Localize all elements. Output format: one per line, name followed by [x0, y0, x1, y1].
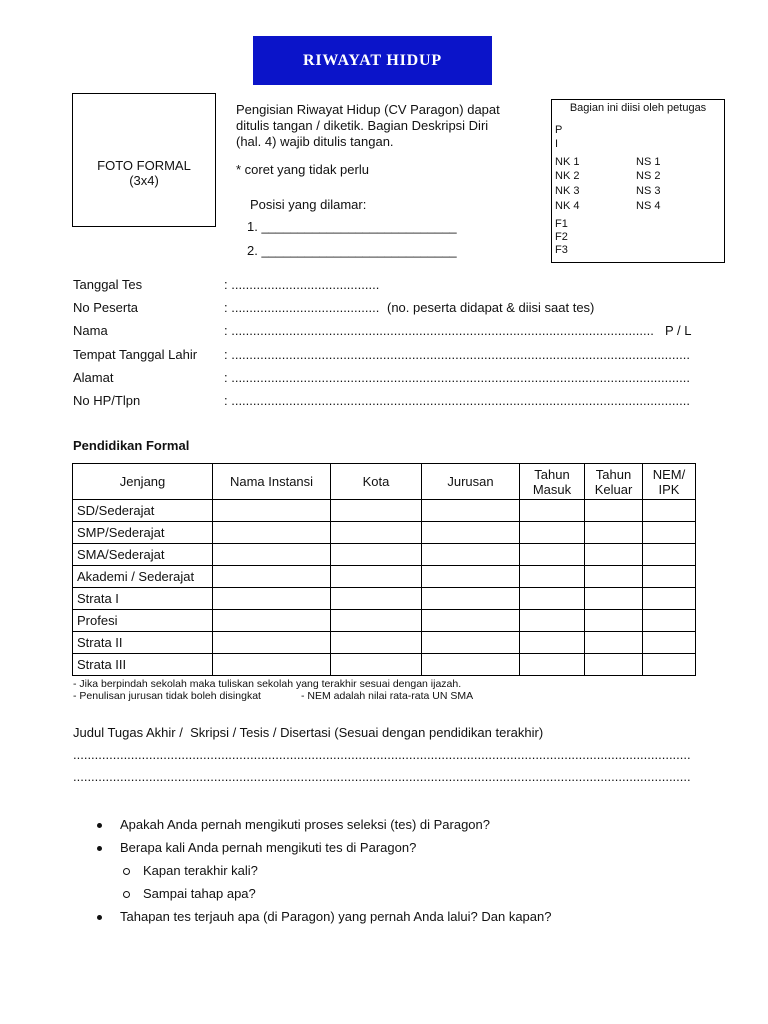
education-note-1: - Jika berpindah sekolah maka tuliskan sekolah yang terakhir sesuai dengan ijazah.	[73, 678, 462, 690]
label-no-peserta: No Peserta	[73, 300, 139, 315]
table-row	[73, 588, 696, 610]
table-cell	[213, 588, 331, 610]
row-label: Strata II	[73, 632, 213, 654]
table-row	[73, 500, 696, 522]
strike-note: * coret yang tidak perlu	[236, 162, 369, 177]
table-cell	[520, 500, 585, 522]
table-cell	[213, 500, 331, 522]
table-cell	[585, 588, 643, 610]
table-cell	[585, 610, 643, 632]
column-header: NEM/ IPK	[643, 464, 696, 500]
table-cell	[331, 522, 422, 544]
table-header-row	[73, 464, 696, 500]
table-cell	[331, 544, 422, 566]
row-label: Strata III	[73, 654, 213, 676]
sub-bullet-icon	[123, 868, 130, 875]
label-tanggal-tes: Tanggal Tes	[73, 277, 143, 292]
question-1: Apakah Anda pernah mengikuti proses seleksi (tes) di Paragon?	[120, 817, 490, 832]
officer-f-1: F1	[555, 218, 568, 230]
table-cell	[520, 632, 585, 654]
bullet-icon	[97, 915, 102, 920]
question-2a: Kapan terakhir kali?	[143, 863, 258, 878]
table-cell	[520, 654, 585, 676]
officer-ns-1: NS 1	[636, 156, 661, 168]
thesis-label: Judul Tugas Akhir / Skripsi / Tesis / Disertasi (Sesuai dengan pendidikan terakhir)	[73, 725, 544, 740]
table-cell	[422, 654, 520, 676]
field-nama: : .....................................................................................................................	[224, 323, 654, 338]
row-label: Profesi	[73, 610, 213, 632]
table-cell	[213, 544, 331, 566]
table-cell	[643, 500, 696, 522]
question-2: Berapa kali Anda pernah mengikuti tes di Paragon?	[120, 840, 417, 855]
table-cell	[643, 544, 696, 566]
row-label: SMA/Sederajat	[73, 544, 213, 566]
sub-bullet-icon	[123, 891, 130, 898]
officer-ns-4: NS 4	[636, 200, 661, 212]
column-header: Nama Instansi	[213, 464, 331, 500]
field-no-hp: : ...............................................................................................................................	[224, 393, 690, 408]
label-alamat: Alamat	[73, 370, 114, 385]
table-cell	[643, 588, 696, 610]
table-cell	[331, 566, 422, 588]
table-cell	[585, 654, 643, 676]
no-peserta-note: (no. peserta didapat & diisi saat tes)	[387, 300, 595, 315]
table-row	[73, 522, 696, 544]
thesis-line-1: ...........................................................................................................................................................................	[73, 747, 691, 762]
education-heading: Pendidikan Formal	[73, 438, 190, 453]
education-note-2: - Penulisan jurusan tidak boleh disingkat	[73, 690, 261, 702]
table-cell	[520, 522, 585, 544]
thesis-line-2: ...........................................................................................................................................................................	[73, 769, 691, 784]
table-cell	[422, 610, 520, 632]
position-line-2: 2. ___________________________	[247, 243, 457, 258]
table-cell	[520, 566, 585, 588]
field-tanggal-tes: : .........................................	[224, 277, 380, 292]
gender-choice: P / L	[665, 323, 692, 338]
table-cell	[643, 566, 696, 588]
row-label: SMP/Sederajat	[73, 522, 213, 544]
officer-title: Bagian ini diisi oleh petugas	[569, 102, 707, 114]
photo-placeholder	[72, 93, 216, 227]
table-cell	[331, 632, 422, 654]
officer-nk-1: NK 1	[555, 156, 580, 168]
table-cell	[331, 500, 422, 522]
table-cell	[585, 544, 643, 566]
page-title: RIWAYAT HIDUP	[303, 51, 442, 69]
question-3: Tahapan tes terjauh apa (di Paragon) yang pernah Anda lalui? Dan kapan?	[120, 909, 552, 924]
label-nama: Nama	[73, 323, 108, 338]
table-cell	[585, 522, 643, 544]
officer-nk-2: NK 2	[555, 170, 580, 182]
table-cell	[422, 522, 520, 544]
table-cell	[331, 654, 422, 676]
question-2b: Sampai tahap apa?	[143, 886, 256, 901]
table-cell	[331, 588, 422, 610]
table-cell	[422, 632, 520, 654]
table-row	[73, 654, 696, 676]
table-cell	[422, 566, 520, 588]
table-cell	[643, 632, 696, 654]
table-cell	[213, 610, 331, 632]
table-cell	[422, 500, 520, 522]
table-cell	[213, 522, 331, 544]
row-label: Strata I	[73, 588, 213, 610]
table-row	[73, 544, 696, 566]
bullet-icon	[97, 823, 102, 828]
education-table	[72, 463, 696, 676]
officer-f-3: F3	[555, 244, 568, 256]
label-no-hp: No HP/Tlpn	[73, 393, 141, 408]
table-cell	[643, 654, 696, 676]
officer-ns-3: NS 3	[636, 185, 661, 197]
table-cell	[422, 544, 520, 566]
table-cell	[585, 632, 643, 654]
officer-p: P	[555, 124, 563, 136]
field-no-peserta: : .........................................	[224, 300, 380, 315]
table-cell	[213, 654, 331, 676]
column-header: Jurusan	[422, 464, 520, 500]
column-header: Kota	[331, 464, 422, 500]
table-cell	[643, 610, 696, 632]
officer-nk-3: NK 3	[555, 185, 580, 197]
officer-i: I	[555, 138, 559, 150]
table-cell	[520, 544, 585, 566]
officer-f-2: F2	[555, 231, 568, 243]
position-line-1: 1. ___________________________	[247, 219, 457, 234]
table-row	[73, 610, 696, 632]
photo-label: FOTO FORMAL	[97, 158, 191, 173]
position-label: Posisi yang dilamar:	[250, 197, 367, 212]
row-label: SD/Sederajat	[73, 500, 213, 522]
bullet-icon	[97, 846, 102, 851]
table-cell	[213, 566, 331, 588]
column-header: Tahun Masuk	[520, 464, 585, 500]
table-cell	[213, 632, 331, 654]
column-header: Tahun Keluar	[585, 464, 643, 500]
table-row	[73, 566, 696, 588]
table-cell	[643, 522, 696, 544]
intro-line-3: (hal. 4) wajib ditulis tangan.	[236, 134, 394, 149]
table-cell	[520, 588, 585, 610]
intro-line-1: Pengisian Riwayat Hidup (CV Paragon) dapat	[236, 102, 500, 117]
table-cell	[585, 500, 643, 522]
row-label: Akademi / Sederajat	[73, 566, 213, 588]
column-header: Jenjang	[73, 464, 213, 500]
title-box	[253, 36, 492, 85]
field-alamat: : ...............................................................................................................................	[224, 370, 690, 385]
table-cell	[331, 610, 422, 632]
table-cell	[422, 588, 520, 610]
table-cell	[585, 566, 643, 588]
photo-size: (3x4)	[129, 173, 159, 188]
education-note-3: - NEM adalah nilai rata-rata UN SMA	[301, 690, 474, 702]
label-ttl: Tempat Tanggal Lahir	[73, 347, 198, 362]
table-cell	[520, 610, 585, 632]
intro-line-2: ditulis tangan / diketik. Bagian Deskripsi Diri	[236, 118, 489, 133]
officer-nk-4: NK 4	[555, 200, 580, 212]
field-ttl: : ...............................................................................................................................	[224, 347, 690, 362]
table-row	[73, 632, 696, 654]
officer-ns-2: NS 2	[636, 170, 661, 182]
